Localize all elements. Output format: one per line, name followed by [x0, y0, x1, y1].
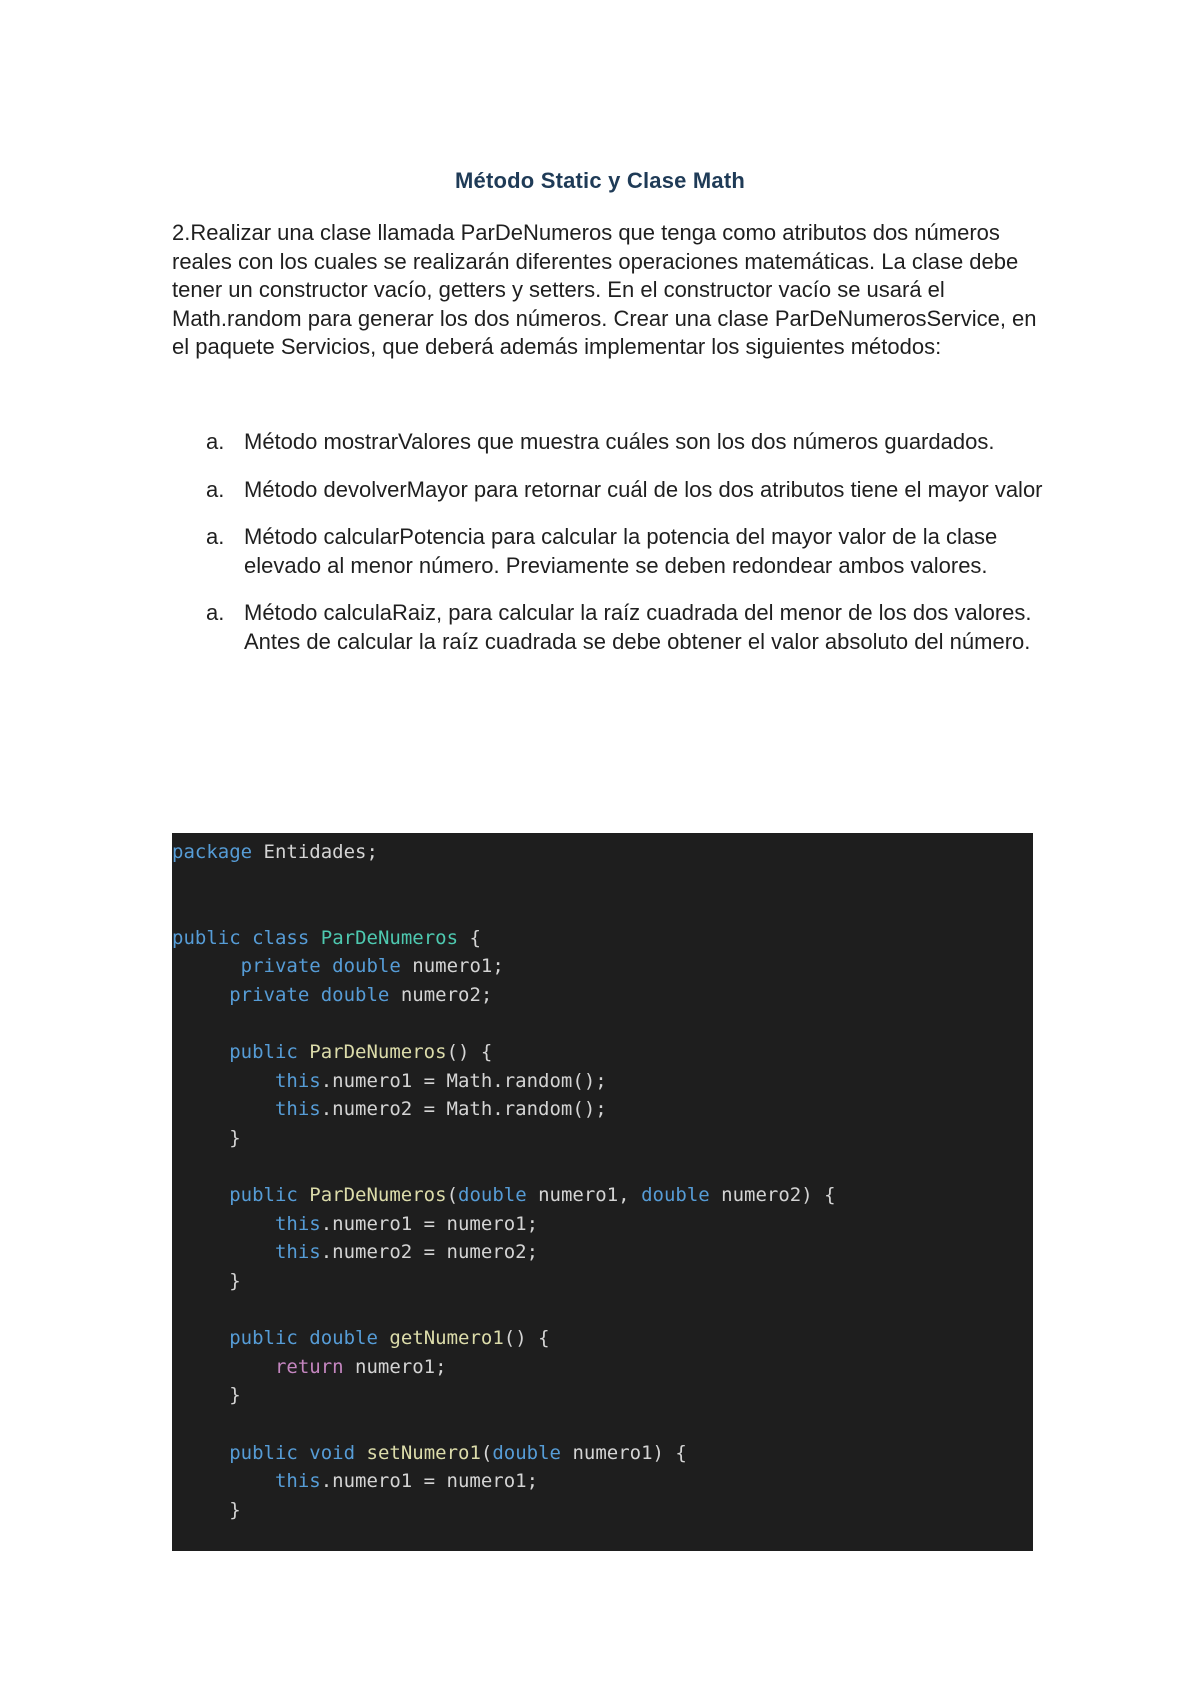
code-token [172, 1241, 275, 1263]
code-token [172, 1098, 275, 1120]
code-line [172, 1095, 607, 1123]
code-token: ParDeNumeros [320, 926, 459, 949]
list-item-text: Método calculaRaiz, para calcular la raíz cuadrada del menor de los dos valores. Antes de calcular la raíz cuadrada se debe obtener el valor absoluto del número. [244, 600, 1032, 654]
method-list [206, 428, 1046, 675]
code-token: double [320, 984, 390, 1006]
code-line [172, 1324, 550, 1352]
code-line [172, 838, 378, 866]
code-token [298, 1327, 309, 1349]
code-token: } [172, 1270, 241, 1292]
code-token: () { [503, 1327, 550, 1350]
list-item-text: Método mostrarValores que muestra cuáles son los dos números guardados. [244, 429, 995, 454]
list-item-text: Método devolverMayor para retornar cuál de los dos atributos tiene el mayor valor [244, 476, 1043, 502]
code-line [172, 1381, 241, 1409]
list-marker: a. [206, 476, 225, 502]
code-token: public [229, 1041, 298, 1064]
code-token [298, 1442, 309, 1464]
code-token [172, 1327, 229, 1349]
code-token [172, 1356, 275, 1378]
code-token: double [309, 1327, 378, 1350]
list-item [206, 476, 1046, 505]
list-item [206, 428, 1046, 457]
code-token: class [252, 926, 310, 949]
list-marker: a. [206, 524, 225, 549]
list-item [206, 523, 1046, 580]
code-token [378, 1327, 389, 1349]
code-token [172, 984, 229, 1006]
code-token: .numero1 = numero1; [320, 1212, 539, 1235]
code-line [172, 1181, 836, 1209]
code-line [172, 1439, 687, 1467]
code-token: .numero1 = numero1; [320, 1470, 539, 1493]
code-snippet [172, 833, 1033, 1551]
exercise-description: 2.Realizar una clase llamada ParDeNumeros que tenga como atributos dos números reales con los cuales se realizarán diferentes operaciones matemáticas. La clase debe tener un constructor vacío, getters y setters. En el constructor vacío se usará el Math.random para generar los dos números. Crear una clase ParDeNumerosService, en el paquete Servicios, que deberá además implementar los siguientes métodos: [172, 220, 1037, 359]
code-token [172, 1470, 275, 1492]
code-token: double [458, 1184, 527, 1207]
code-token: this [274, 1069, 321, 1092]
code-token: private [229, 984, 310, 1006]
code-token: numero1; [400, 955, 504, 978]
code-token [172, 1213, 275, 1235]
code-token: void [309, 1441, 356, 1464]
code-token: .numero1 = Math.random(); [320, 1069, 607, 1092]
code-token: { [458, 926, 481, 949]
code-line [172, 1267, 241, 1295]
code-token [241, 927, 252, 949]
code-token: getNumero1 [389, 1327, 504, 1350]
code-token: () { [446, 1041, 493, 1064]
code-token: this [274, 1470, 321, 1493]
code-token: this [274, 1241, 321, 1264]
code-token: package [172, 841, 253, 863]
list-marker: a. [206, 600, 225, 625]
code-line [172, 1496, 241, 1524]
code-token: public [229, 1327, 298, 1350]
code-line [172, 1038, 492, 1066]
code-token [172, 1442, 229, 1464]
list-item [206, 599, 1046, 656]
code-token: setNumero1 [366, 1441, 481, 1464]
list-marker: a. [206, 429, 225, 454]
code-line [172, 952, 504, 980]
code-token [172, 1041, 229, 1063]
code-token [309, 927, 320, 949]
code-token: double [492, 1441, 561, 1464]
code-token [172, 1070, 275, 1092]
code-line [172, 1353, 447, 1381]
code-line [172, 1467, 538, 1495]
code-token: double [641, 1184, 710, 1207]
code-token: public [229, 1184, 298, 1207]
code-token: } [172, 1384, 241, 1407]
code-token [172, 1184, 229, 1206]
list-item-text: Método calcularPotencia para calcular la potencia del mayor valor de la clase elevado al menor número. Previamente se deben redondear ambos valores. [244, 524, 998, 578]
code-token [321, 955, 332, 977]
code-token: this [274, 1212, 321, 1235]
page-title: Método Static y Clase Math [454, 168, 746, 193]
code-token: } [172, 1498, 241, 1521]
code-token: numero2) { [709, 1184, 836, 1207]
code-line [172, 1124, 241, 1152]
code-token: return [274, 1355, 344, 1378]
code-line [172, 924, 481, 952]
code-token [298, 1041, 309, 1063]
code-token: ParDeNumeros [309, 1184, 447, 1207]
code-token: double [332, 955, 401, 978]
code-token: public [229, 1441, 298, 1464]
code-token: ( [480, 1441, 493, 1464]
code-token: ( [446, 1184, 459, 1207]
code-token: } [172, 1127, 241, 1149]
code-line [172, 1210, 538, 1238]
code-token: public [172, 926, 241, 949]
code-token: numero2; [389, 984, 493, 1006]
code-line [172, 981, 492, 1009]
code-line [172, 1067, 607, 1095]
code-line [172, 1238, 538, 1266]
code-token [298, 1184, 309, 1206]
code-token: this [274, 1098, 321, 1121]
code-token: ParDeNumeros [309, 1041, 447, 1064]
code-token: Entidades; [252, 841, 378, 863]
code-token [355, 1442, 366, 1464]
code-token: numero1) { [561, 1441, 687, 1464]
code-token: numero1; [343, 1355, 447, 1378]
code-token: private [240, 955, 321, 978]
code-token [172, 955, 241, 977]
code-token: numero1, [526, 1184, 642, 1207]
code-token: .numero2 = numero2; [320, 1241, 539, 1264]
code-token [309, 984, 320, 1006]
code-token: .numero2 = Math.random(); [320, 1098, 607, 1121]
